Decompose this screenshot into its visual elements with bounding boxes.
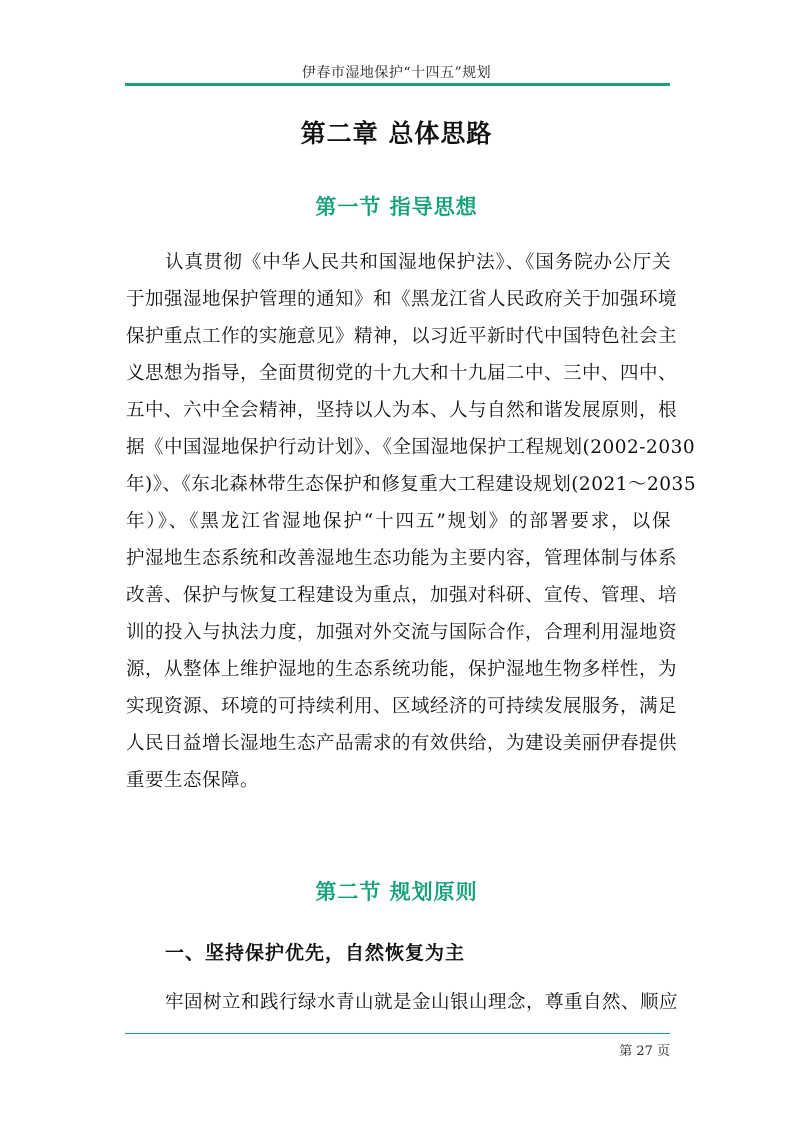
paragraph-line: 认真贯彻《中华人民共和国湿地保护法》、《国务院办公厅关 (165, 252, 671, 273)
paragraph-line: 年)》、《东北森林带生态保护和修复重大工程建设规划(2021～2035 (126, 474, 697, 495)
section-title-guiding-ideology: 第一节 指导思想 (315, 195, 478, 219)
subsection-title-protection-first: 一、坚持保护优先，自然恢复为主 (165, 942, 466, 964)
paragraph-line: 据《中国湿地保护行动计划》、《全国湿地保护工程规划(2002-2030 (126, 437, 696, 458)
header-rule (125, 83, 670, 86)
protection-first-paragraph (126, 984, 679, 1021)
paragraph-line: 源，从整体上维护湿地的生态系统功能，保护湿地生物多样性，为 (126, 659, 678, 680)
paragraph-line: 护湿地生态系统和改善湿地生态功能为主要内容，管理体制与体系 (126, 548, 678, 569)
paragraph-line: 五中、六中全会精神，坚持以人为本、人与自然和谐发展原则，根 (126, 400, 678, 421)
chapter-title: 第二章 总体思路 (300, 119, 493, 148)
footer-rule (125, 1033, 670, 1034)
guiding-ideology-paragraph (126, 244, 697, 799)
header-title: 伊春市湿地保护“十四五”规划 (301, 65, 492, 81)
paragraph-line: 牢固树立和践行绿水青山就是金山银山理念，尊重自然、顺应 (165, 992, 679, 1013)
paragraph-line: 义思想为指导，全面贯彻党的十九大和十九届二中、三中、四中、 (126, 363, 678, 384)
paragraph-line: 重要生态保障。 (126, 770, 260, 791)
paragraph-line: 保护重点工作的实施意见》精神，以习近平新时代中国特色社会主 (126, 326, 678, 347)
paragraph-line: 实现资源、环境的可持续利用、区域经济的可持续发展服务，满足 (126, 696, 678, 717)
paragraph-line: 年）》、《黑龙江省湿地保护“十四五”规划》的部署要求，以保 (126, 511, 671, 532)
paragraph-line: 训的投入与执法力度，加强对外交流与国际合作，合理利用湿地资 (126, 622, 678, 643)
paragraph-line: 于加强湿地保护管理的通知》和《黑龙江省人民政府关于加强环境 (126, 289, 678, 310)
paragraph-line: 改善、保护与恢复工程建设为重点，加强对科研、宣传、管理、培 (126, 585, 678, 606)
page-number: 第 27 页 (619, 1044, 670, 1059)
section-title-planning-principles: 第二节 规划原则 (315, 880, 478, 904)
paragraph-line: 人民日益增长湿地生态产品需求的有效供给，为建设美丽伊春提供 (126, 733, 678, 754)
